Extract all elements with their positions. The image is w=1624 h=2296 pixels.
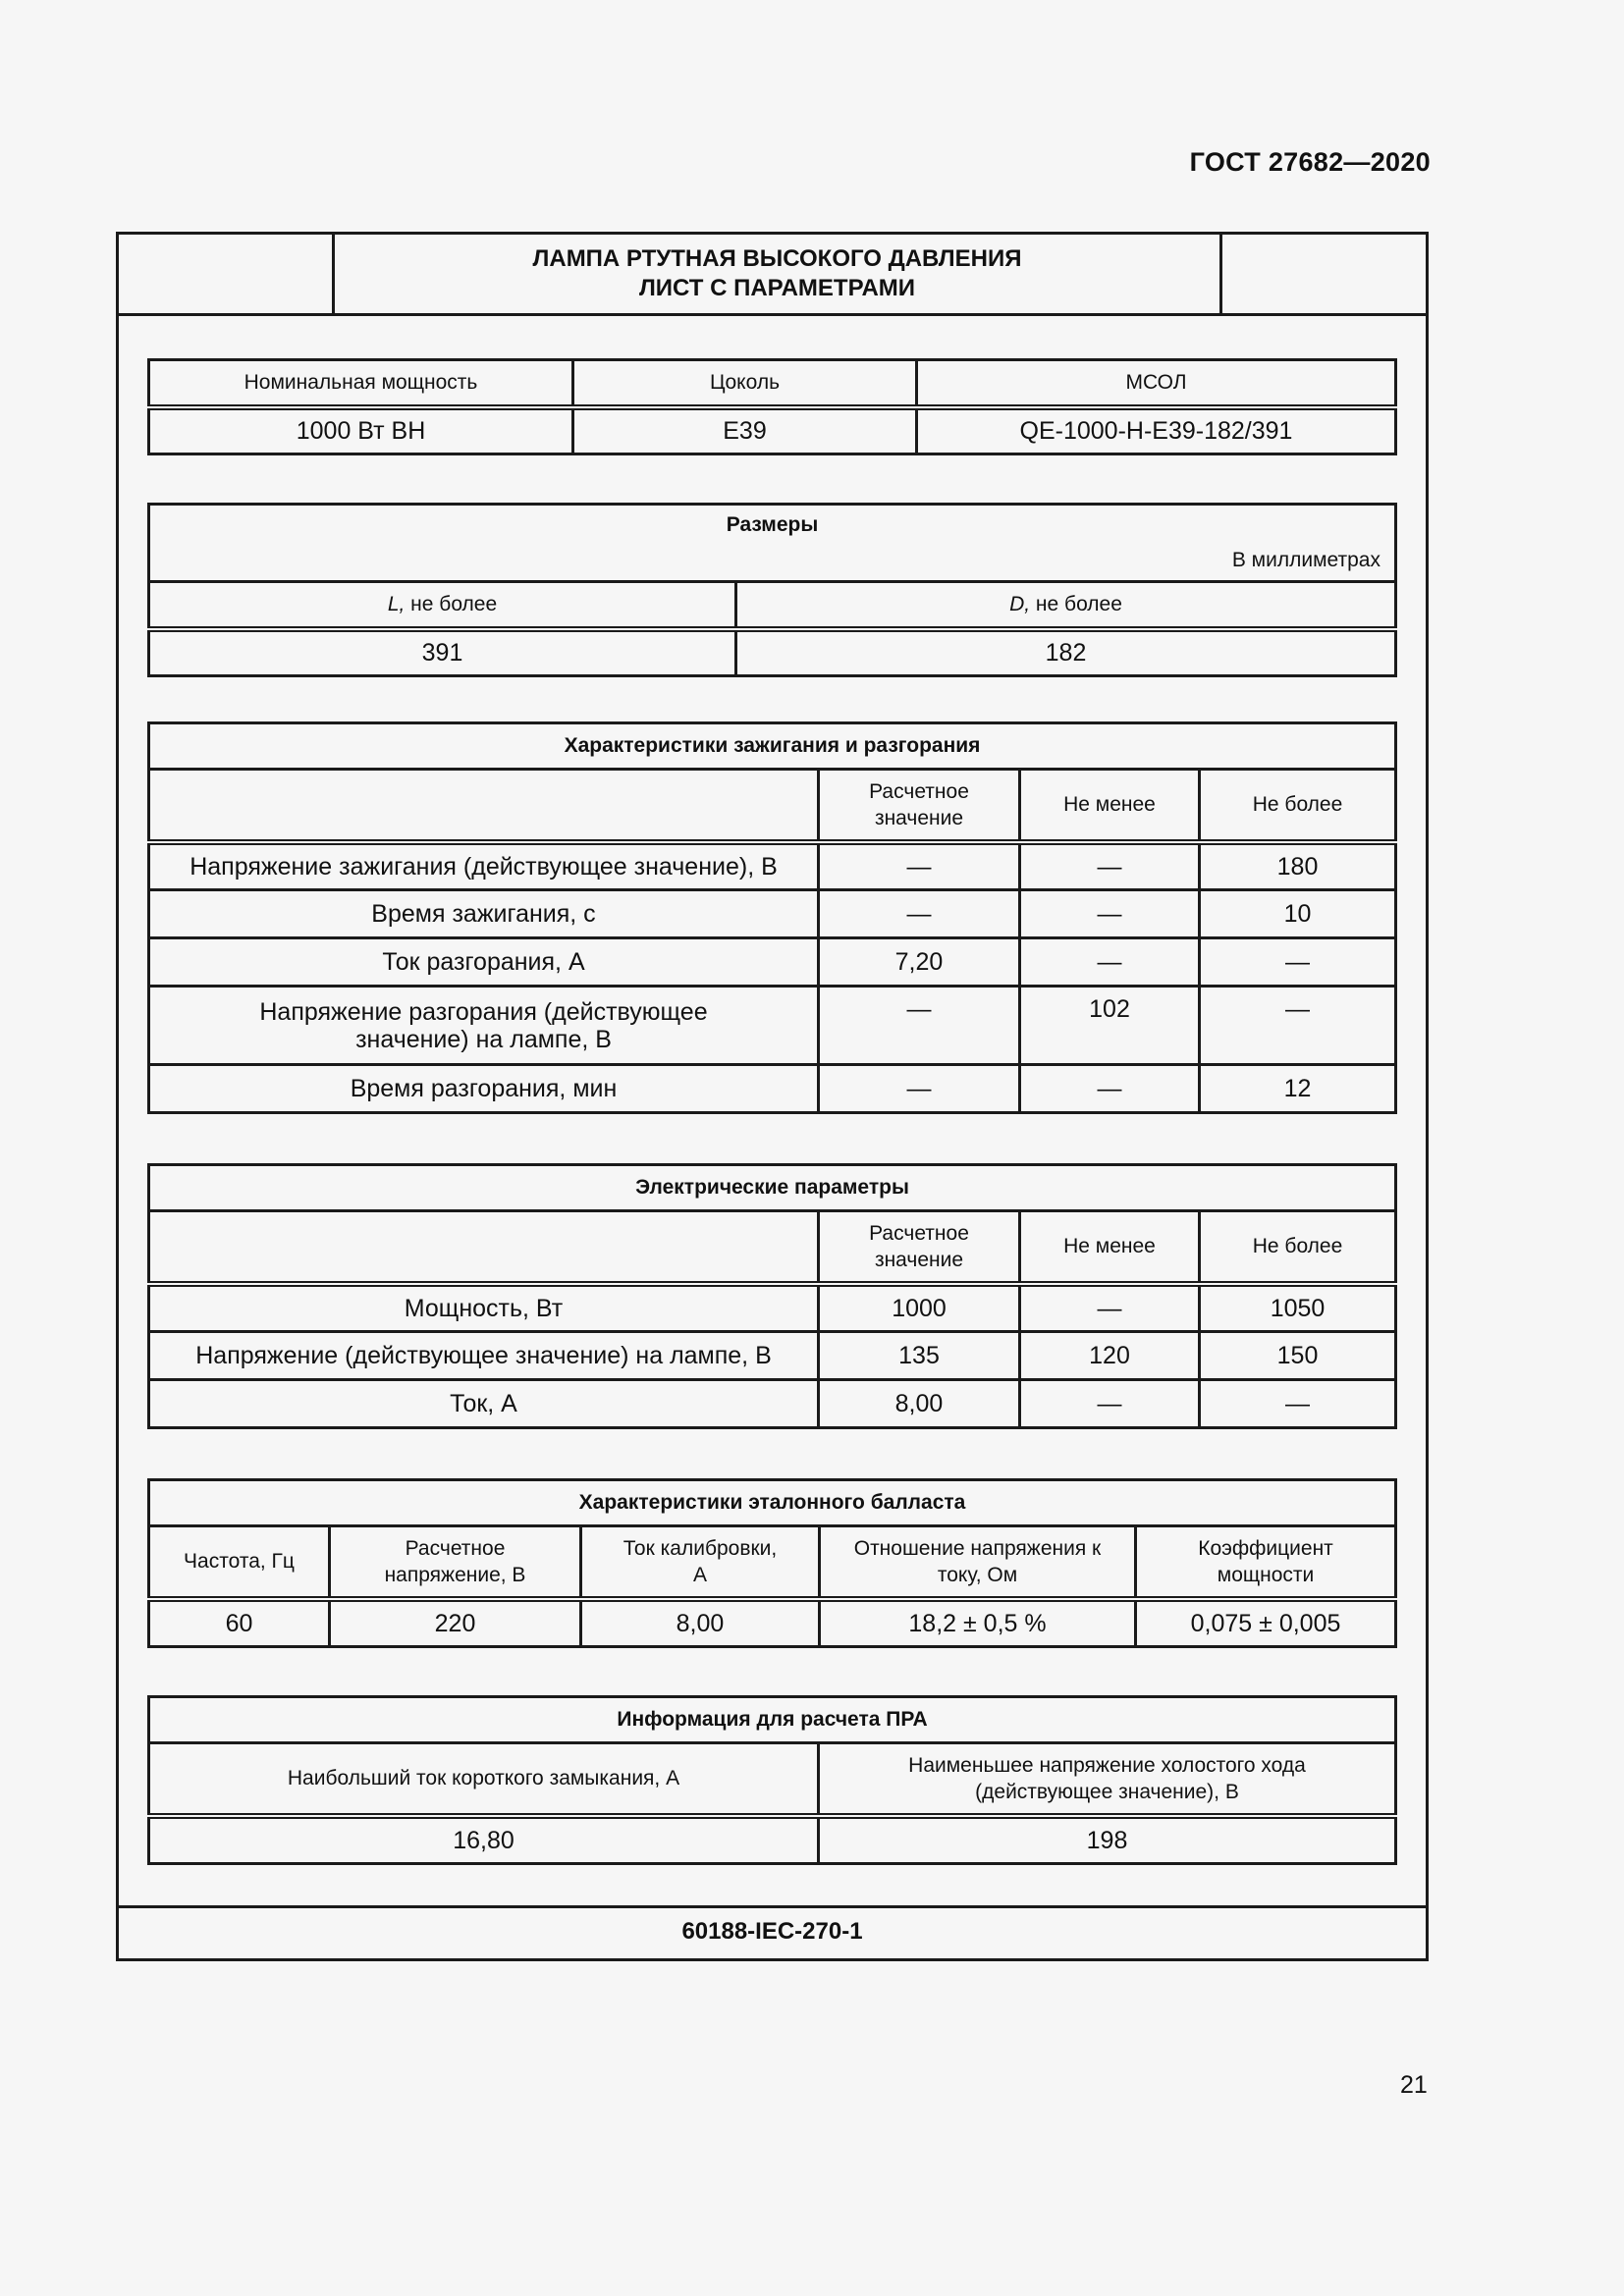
value-diameter: 182	[736, 629, 1396, 676]
ballast-ratio: 18,2 ± 0,5 %	[820, 1599, 1136, 1647]
pra-header-short-circuit: Наибольший ток короткого замыкания, А	[149, 1743, 819, 1816]
ballast-header-voltage: Расчетное напряжение, В	[330, 1526, 581, 1599]
header-nominal-power: Номинальная мощность	[149, 360, 573, 407]
ballast-header-power-factor: Коэффициент мощности	[1136, 1526, 1396, 1599]
table-row: Мощность, Вт 1000 — 1050	[149, 1284, 1396, 1332]
table-row: Время разгорания, мин — — 12	[149, 1065, 1396, 1113]
ignition-header-min: Не менее	[1020, 770, 1200, 842]
ignition-header-calc: Расчетное значение	[819, 770, 1020, 842]
ignition-table	[147, 721, 1397, 1114]
header-base: Цоколь	[573, 360, 917, 407]
table-row: Напряжение разгорания (действующее значение) на лампе, В — 102 —	[149, 987, 1396, 1065]
table-row: Время зажигания, с — — 10	[149, 890, 1396, 938]
ignition-caption: Характеристики зажигания и разгорания	[149, 723, 1396, 770]
ballast-current: 8,00	[581, 1599, 820, 1647]
ballast-header-current: Ток калибровки, А	[581, 1526, 820, 1599]
table-row: Ток, А 8,00 — —	[149, 1380, 1396, 1428]
value-nominal-power: 1000 Вт ВН	[149, 407, 573, 454]
page-number: 21	[1400, 2071, 1428, 2099]
header-ilcos: МСОЛ	[917, 360, 1396, 407]
table-row: Напряжение зажигания (действующее значение), В — — 180	[149, 842, 1396, 890]
electrical-header-empty	[149, 1211, 819, 1284]
dimensions-table	[147, 503, 1397, 677]
ignition-header-max: Не более	[1200, 770, 1396, 842]
identification-table	[147, 358, 1397, 455]
pra-caption: Информация для расчета ПРА	[149, 1697, 1396, 1743]
pra-table	[147, 1695, 1397, 1865]
pra-short-circuit-value: 16,80	[149, 1816, 819, 1864]
header-diameter: D, не более	[736, 582, 1396, 629]
ballast-header-frequency: Частота, Гц	[149, 1526, 330, 1599]
sheet-title-line-1: ЛАМПА РТУТНАЯ ВЫСОКОГО ДАВЛЕНИЯ	[532, 245, 1022, 272]
electrical-caption: Электрические параметры	[149, 1165, 1396, 1211]
electrical-header-calc: Расчетное значение	[819, 1211, 1020, 1284]
ballast-power-factor: 0,075 ± 0,005	[1136, 1599, 1396, 1647]
pra-open-circuit-value: 198	[819, 1816, 1396, 1864]
ballast-caption: Характеристики эталонного балласта	[149, 1480, 1396, 1526]
sheet-title	[335, 244, 1219, 303]
header-length: L, не более	[149, 582, 736, 629]
electrical-header-min: Не менее	[1020, 1211, 1200, 1284]
ballast-voltage: 220	[330, 1599, 581, 1647]
dimensions-unit-note: В миллиметрах	[1231, 549, 1380, 571]
dimensions-caption-cell	[149, 505, 1396, 582]
table-row: Напряжение (действующее значение) на лампе, В 135 120 150	[149, 1332, 1396, 1380]
sheet-title-bar	[119, 235, 1426, 316]
standard-number: ГОСТ 27682—2020	[1189, 147, 1431, 177]
ballast-table	[147, 1478, 1397, 1648]
ignition-header-empty	[149, 770, 819, 842]
sheet-code: 60188-IEC-270-1	[119, 1905, 1426, 1958]
electrical-header-max: Не более	[1200, 1211, 1396, 1284]
value-ilcos: QE-1000-H-E39-182/391	[917, 407, 1396, 454]
sheet-title-line-2: ЛИСТ С ПАРАМЕТРАМИ	[638, 275, 916, 301]
ballast-header-ratio: Отношение напряжения к току, Ом	[820, 1526, 1136, 1599]
dimensions-caption: Размеры	[726, 513, 819, 536]
value-length: 391	[149, 629, 736, 676]
ballast-frequency: 60	[149, 1599, 330, 1647]
pra-header-open-circuit: Наименьшее напряжение холостого хода (действующее значение), В	[819, 1743, 1396, 1816]
value-base: E39	[573, 407, 917, 454]
table-row: Ток разгорания, А 7,20 — —	[149, 938, 1396, 987]
electrical-table	[147, 1163, 1397, 1429]
